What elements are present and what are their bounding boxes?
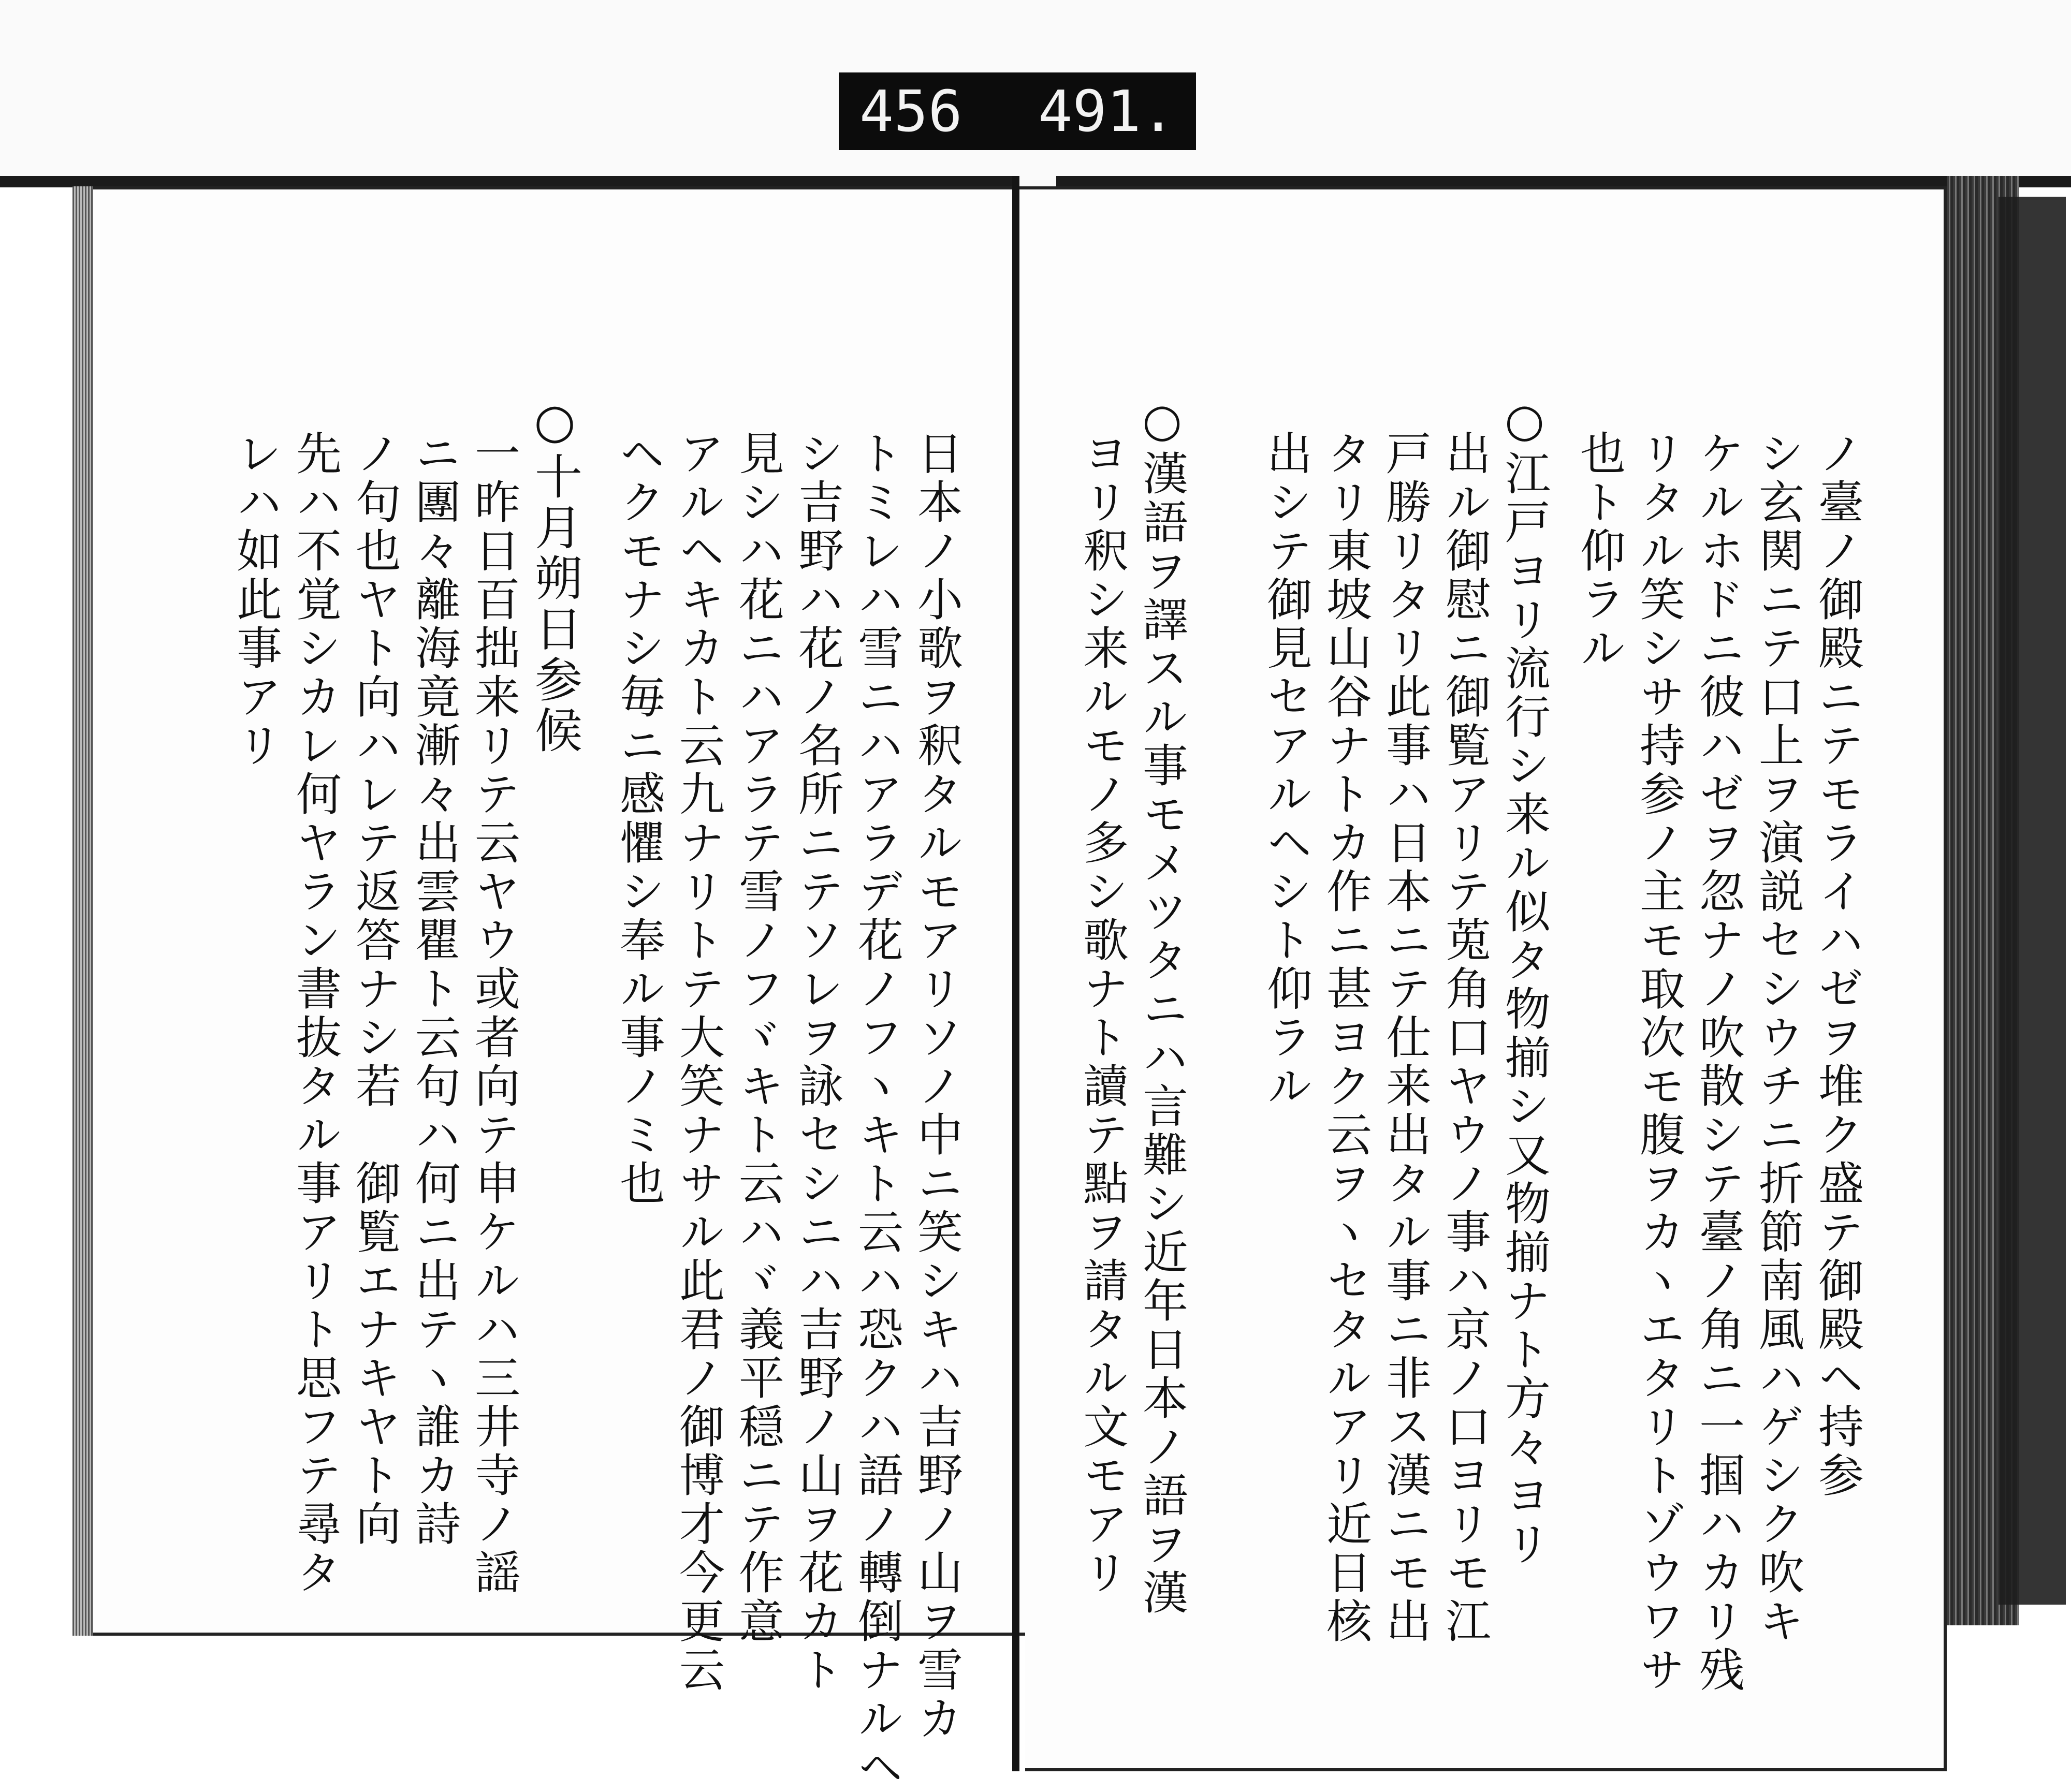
archive-label (839, 72, 1196, 150)
right-col-9: タリ東坡山谷ナトカ作ニ甚ヨク云ヲヽセタルアリ近日核 (1319, 430, 1373, 1646)
book-gutter (1012, 176, 1019, 1771)
fore-edge-shadow (1999, 197, 2066, 1605)
left-col-9: ニ團々離海竟漸々出雲瞿ト云句ハ何ニ出テヽ誰カ詩 (408, 430, 461, 1549)
right-col-2: シ玄関ニテ口上ヲ演説セシウチニ折節南風ハゲシク吹キ (1752, 430, 1805, 1646)
left-page-edge (72, 186, 93, 1636)
right-col-4: リタル笑シサ持参ノ主モ取次モ腹ヲカヽエタリトゾウワサ (1632, 430, 1686, 1695)
left-col-5: アルヘキカト云九ナリトテ大笑ナサル此君ノ御博才今更云 (672, 430, 725, 1695)
right-col-7: 出ル御慰ニ御覧アリテ莵角口ヤウノ事ハ京ノ口ヨリモ江 (1438, 430, 1492, 1646)
right-col-12: ヨリ釈シ来ルモノ多シ歌ナト讀テ點ヲ請タル文モアリ (1076, 430, 1129, 1597)
left-col-7: ○十月朔日参候 (527, 393, 582, 756)
top-rule-gap (1015, 155, 1056, 187)
right-col-11: ○漢語ヲ譯スル事モメツタニハ言難シ近年日本ノ語ヲ漢 (1135, 393, 1189, 1618)
left-col-2: トミレハ雪ニハアラデ花ノフヽキト云ハ恐クハ語ノ轉倒ナルヘ (851, 430, 904, 1792)
right-col-6: ○江戸ヨリ流行シ来ル似タ物揃シ又物揃ナト方々ヨリ (1498, 393, 1551, 1569)
left-col-12: レハ如此事アリ (229, 430, 283, 770)
left-col-6: ヘクモナシ毎ニ感懼シ奉ル事ノミ也 (612, 430, 666, 1208)
left-col-1: 日本ノ小歌ヲ釈タルモアリソノ中ニ笑シキハ吉野ノ山ヲ雪カ (910, 430, 964, 1743)
archive-label-left: 456 (859, 78, 962, 144)
left-col-10: ノ句也ヤト向ハレテ返答ナシ若 御覧エナキヤト向 (348, 430, 402, 1549)
right-col-1: ノ臺ノ御殿ニテモライハゼヲ堆ク盛テ御殿ヘ持参 (1811, 430, 1864, 1500)
right-col-10: 出シテ御見セアルヘシト仰ラル (1260, 430, 1313, 1111)
left-col-3: シ吉野ハ花ノ名所ニテソレヲ詠セシニハ吉野ノ山ヲ花カト (791, 430, 844, 1695)
right-col-8: 戸勝リタリ此事ハ日本ニテ仕来出タル事ニ非ス漢ニモ出 (1379, 430, 1432, 1646)
right-col-3: ケルホドニ彼ハゼヲ忽ナノ吹散シテ臺ノ角ニ一掴ハカリ残 (1692, 430, 1745, 1695)
left-col-8: 一昨日百拙来リテ云ヤウ或者向テ申ケルハ三井寺ノ謡 (468, 430, 521, 1597)
archive-label-right: 491. (1038, 78, 1175, 144)
left-col-11: 先ハ不覚シカレ何ヤラン書抜タル事アリト思フテ尋タ (289, 430, 342, 1597)
right-col-5: 也ト仰ラル (1573, 430, 1626, 673)
left-col-4: 見シハ花ニハアラテ雪ノフヾキト云ハヾ義平穏ニテ作意 (732, 430, 785, 1646)
